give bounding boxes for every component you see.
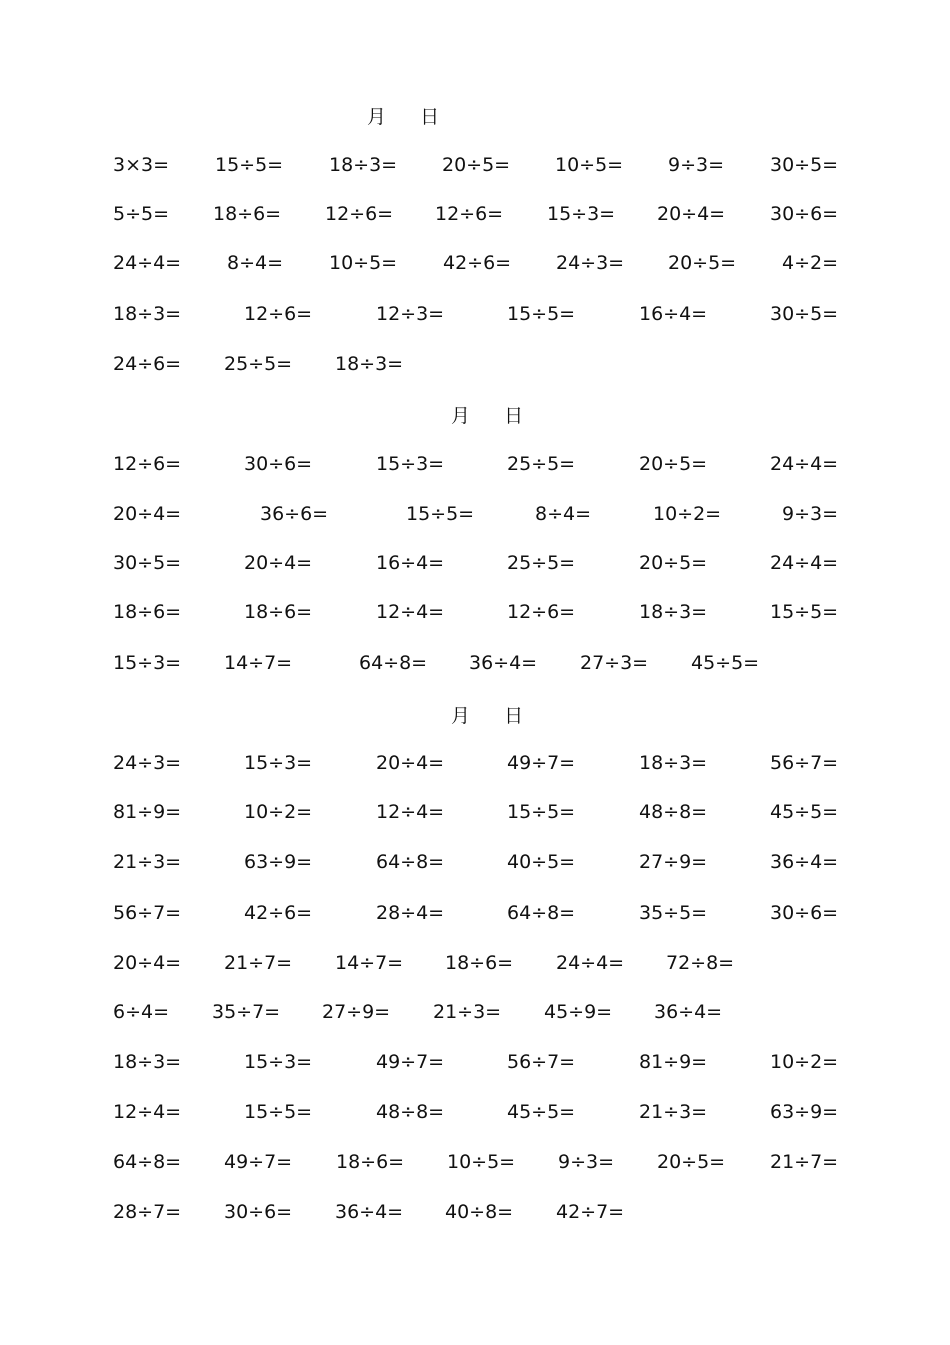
problem: 12÷4= [376,801,445,823]
day-label: 日 [420,106,440,128]
problem: 16÷4= [639,303,708,325]
problem: 6÷4= [113,1001,170,1023]
problem: 18÷6= [113,601,182,623]
problem: 20÷4= [113,503,182,525]
problem-row [0,199,950,229]
problem: 45÷9= [544,1001,613,1023]
problem: 21÷3= [113,851,182,873]
problem: 10÷5= [447,1151,516,1173]
problem-row [0,797,950,827]
problem-row [0,1097,950,1127]
problem: 42÷6= [443,252,512,274]
problem: 24÷6= [113,353,182,375]
problem: 30÷5= [113,552,182,574]
problem: 20÷5= [668,252,737,274]
problem: 15÷3= [244,752,313,774]
problem-row [0,248,950,278]
problem: 21÷7= [770,1151,839,1173]
problem: 49÷7= [507,752,576,774]
problem-row [0,1197,950,1227]
problem: 64÷8= [359,652,428,674]
problem: 35÷7= [212,1001,281,1023]
problem: 36÷4= [335,1201,404,1223]
problem-row [0,299,950,329]
problem-row [0,898,950,928]
problem: 9÷3= [668,154,725,176]
problem: 15÷3= [244,1051,313,1073]
problem-row [0,847,950,877]
problem: 35÷5= [639,902,708,924]
problem-row [0,499,950,529]
problem: 20÷4= [376,752,445,774]
problem: 45÷5= [770,801,839,823]
problem: 12÷6= [507,601,576,623]
problem: 4÷2= [782,252,839,274]
problem-row [0,948,950,978]
problem: 18÷3= [329,154,398,176]
month-label: 月 [451,705,471,727]
problem: 12÷4= [113,1101,182,1123]
problem: 12÷4= [376,601,445,623]
problem: 18÷3= [639,752,708,774]
day-label: 日 [504,705,524,727]
problem: 45÷5= [507,1101,576,1123]
problem: 48÷8= [376,1101,445,1123]
problem: 30÷6= [770,203,839,225]
problem: 20÷5= [442,154,511,176]
problem: 15÷5= [215,154,284,176]
problem: 24÷4= [770,453,839,475]
problem: 21÷3= [433,1001,502,1023]
problem: 36÷4= [469,652,538,674]
problem: 21÷7= [224,952,293,974]
problem: 49÷7= [224,1151,293,1173]
problem: 42÷7= [556,1201,625,1223]
problem: 25÷5= [224,353,293,375]
problem: 27÷9= [322,1001,391,1023]
problem: 24÷4= [556,952,625,974]
problem: 49÷7= [376,1051,445,1073]
problem: 18÷3= [335,353,404,375]
problem: 24÷4= [113,252,182,274]
problem-row [0,349,950,379]
problem: 10÷2= [244,801,313,823]
problem: 45÷5= [691,652,760,674]
problem: 56÷7= [770,752,839,774]
problem: 30÷6= [770,902,839,924]
problem: 10÷2= [770,1051,839,1073]
problem: 10÷5= [329,252,398,274]
date-header [451,701,523,728]
problem: 12÷6= [244,303,313,325]
problem: 27÷3= [580,652,649,674]
problem-row [0,1047,950,1077]
problem: 20÷4= [244,552,313,574]
date-header [451,401,523,428]
problem: 64÷8= [507,902,576,924]
problem: 24÷3= [556,252,625,274]
problem: 30÷6= [224,1201,293,1223]
problem: 30÷5= [770,303,839,325]
problem: 20÷5= [639,552,708,574]
problem: 18÷3= [639,601,708,623]
problem: 72÷8= [666,952,735,974]
date-header [367,102,439,129]
problem: 14÷7= [224,652,293,674]
problem: 20÷5= [657,1151,726,1173]
problem: 8÷4= [535,503,592,525]
problem: 8÷4= [227,252,284,274]
problem: 15÷3= [547,203,616,225]
problem: 42÷6= [244,902,313,924]
problem: 27÷9= [639,851,708,873]
problem: 18÷6= [244,601,313,623]
problem: 12÷3= [376,303,445,325]
problem: 9÷3= [558,1151,615,1173]
problem-row [0,648,950,678]
problem: 12÷6= [435,203,504,225]
problem: 18÷3= [113,1051,182,1073]
problem: 20÷4= [657,203,726,225]
month-label: 月 [367,106,387,128]
problem: 15÷5= [507,303,576,325]
problem: 18÷6= [213,203,282,225]
problem: 81÷9= [639,1051,708,1073]
problem-row [0,748,950,778]
problem: 40÷8= [445,1201,514,1223]
problem: 64÷8= [376,851,445,873]
problem: 3×3= [113,154,170,176]
problem-row [0,548,950,578]
problem-row [0,997,950,1027]
problem: 18÷3= [113,303,182,325]
day-label: 日 [504,405,524,427]
problem: 36÷4= [654,1001,723,1023]
problem: 25÷5= [507,552,576,574]
problem: 81÷9= [113,801,182,823]
problem: 24÷4= [770,552,839,574]
problem: 28÷4= [376,902,445,924]
problem-row [0,597,950,627]
problem: 15÷5= [244,1101,313,1123]
problem: 40÷5= [507,851,576,873]
problem: 21÷3= [639,1101,708,1123]
problem: 18÷6= [336,1151,405,1173]
problem: 15÷3= [376,453,445,475]
problem: 15÷5= [406,503,475,525]
problem: 56÷7= [507,1051,576,1073]
problem: 64÷8= [113,1151,182,1173]
problem-row [0,150,950,180]
problem: 5÷5= [113,203,170,225]
problem: 15÷3= [113,652,182,674]
problem: 16÷4= [376,552,445,574]
problem: 18÷6= [445,952,514,974]
problem: 15÷5= [507,801,576,823]
problem: 30÷6= [244,453,313,475]
problem: 36÷6= [260,503,329,525]
problem: 63÷9= [770,1101,839,1123]
problem-row [0,1147,950,1177]
month-label: 月 [451,405,471,427]
problem: 12÷6= [113,453,182,475]
problem: 20÷5= [639,453,708,475]
problem: 24÷3= [113,752,182,774]
problem: 14÷7= [335,952,404,974]
problem: 28÷7= [113,1201,182,1223]
problem: 30÷5= [770,154,839,176]
problem: 15÷5= [770,601,839,623]
problem: 48÷8= [639,801,708,823]
problem-row [0,449,950,479]
problem: 63÷9= [244,851,313,873]
problem: 12÷6= [325,203,394,225]
problem: 9÷3= [782,503,839,525]
problem: 20÷4= [113,952,182,974]
problem: 25÷5= [507,453,576,475]
problem: 36÷4= [770,851,839,873]
problem: 10÷2= [653,503,722,525]
problem: 56÷7= [113,902,182,924]
problem: 10÷5= [555,154,624,176]
